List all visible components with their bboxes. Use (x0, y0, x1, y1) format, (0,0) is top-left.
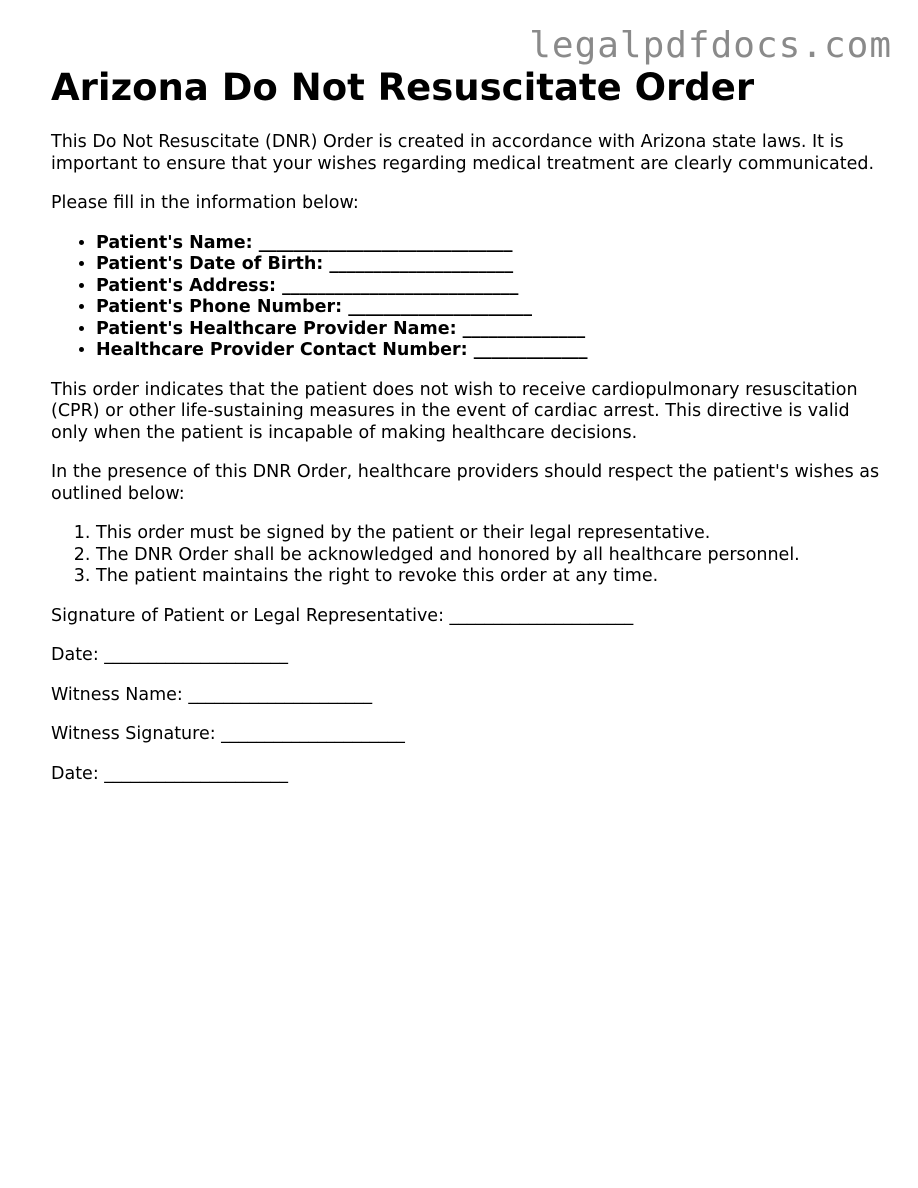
field-date-of-birth[interactable]: • Patient's Date of Birth: _____________________ (96, 254, 881, 276)
patient-info-list (51, 233, 881, 362)
rule-item: 3. The patient maintains the right to revoke this order at any time. (96, 566, 881, 588)
watermark: legalpdfdocs.com (529, 25, 892, 66)
intro-paragraph: This Do Not Resuscitate (DNR) Order is created in accordance with Arizona state laws. It is important to ensure that your wishes regarding medical treatment are clearly communicated. (51, 132, 875, 174)
page-title: Arizona Do Not Resuscitate Order (51, 66, 755, 109)
rule-item: 1. This order must be signed by the patient or their legal representative. (96, 523, 881, 545)
field-provider-contact[interactable]: • Healthcare Provider Contact Number: _____________ (96, 340, 881, 362)
fill-in-prompt: Please fill in the information below: (51, 193, 359, 213)
rules-list (51, 523, 881, 588)
presence-paragraph: In the presence of this DNR Order, healthcare providers should respect the patient's wishes as outlined below: (51, 462, 880, 504)
field-patient-address[interactable]: • Patient's Address: ___________________________ (96, 276, 881, 298)
witness-signature-field[interactable]: Witness Signature: _____________________ (51, 724, 405, 744)
field-patient-name[interactable]: • Patient's Name: _____________________________ (96, 233, 881, 255)
date-field[interactable]: Date: _____________________ (51, 645, 289, 665)
rule-item: 2. The DNR Order shall be acknowledged and honored by all healthcare personnel. (96, 545, 881, 567)
signature-patient-field[interactable]: Signature of Patient or Legal Representative: _____________________ (51, 605, 634, 626)
witness-name-field[interactable]: Witness Name: _____________________ (51, 684, 373, 705)
document-body (51, 66, 881, 785)
witness-date-field[interactable]: Date: _____________________ (51, 763, 289, 784)
field-phone-number[interactable]: • Patient's Phone Number: _____________________ (96, 297, 881, 319)
directive-paragraph: This order indicates that the patient does not wish to receive cardiopulmonary resuscitation (CPR) or other life-sustaining measures in the event of cardiac arrest. This directive is valid only when the patient is incapable of making healthcare decisions. (51, 379, 858, 443)
field-provider-name[interactable]: • Patient's Healthcare Provider Name: ______________ (96, 319, 881, 341)
